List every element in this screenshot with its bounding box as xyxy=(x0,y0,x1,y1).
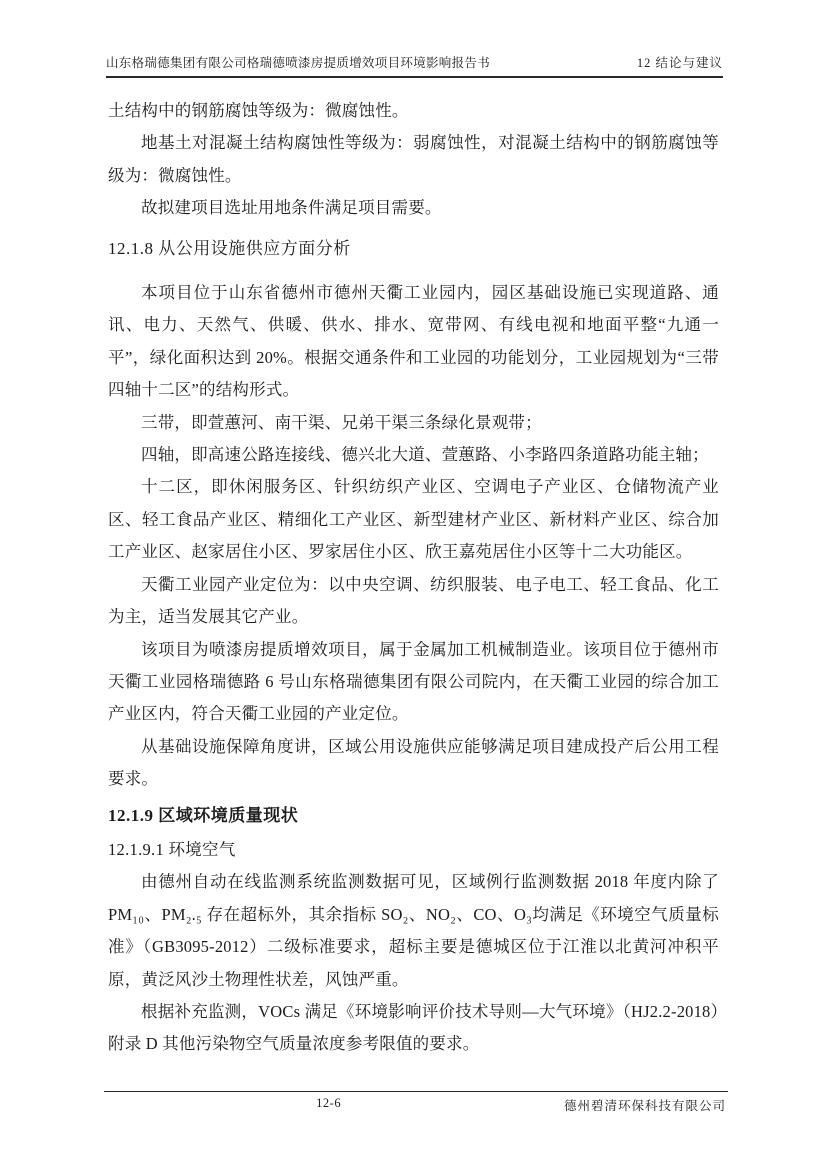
document-body xyxy=(108,95,719,1061)
paragraph: 从基础设施保障角度讲，区域公用设施供应能够满足项目建成投产后公用工程要求。 xyxy=(108,736,719,789)
paragraph: 由德州自动在线监测系统监测数据可见，区域例行监测数据 2018 年度内除了PM₁₀、PM₂.₅ 存在超标外，其余指标 SO₂、NO₂、CO、O₃均满足《环境空气质量标准》（GB3095-2012）二级标准要求，超标主要是德城区位于江淮以北黄河冲积平原，黄泛风沙土物理性状差，风蚀严重。 xyxy=(108,872,719,989)
section-heading-12-1-8: 12.1.8 从公用设施供应方面分析 xyxy=(108,238,351,258)
page-header xyxy=(106,54,723,78)
header-chapter-title: 12 结论与建议 xyxy=(636,56,723,70)
paragraph: 天衢工业园产业定位为：以中央空调、纺织服装、电子电工、轻工食品、化工为主，适当发展其它产业。 xyxy=(108,574,719,627)
paragraph: 土结构中的钢筋腐蚀等级为：微腐蚀性。 xyxy=(108,101,409,120)
paragraph: 根据补充监测，VOCs 满足《环境影响评价技术导则—大气环境》（HJ2.2-2018）附录 D 其他污染物空气质量浓度参考限值的要求。 xyxy=(108,1001,719,1054)
page-number: 12-6 xyxy=(316,1096,342,1110)
paragraph: 故拟建项目选址用地条件满足项目需要。 xyxy=(141,198,442,218)
paragraph: 地基土对混凝土结构腐蚀性等级为：弱腐蚀性，对混凝土结构中的钢筋腐蚀等级为：微腐蚀性。 xyxy=(108,133,719,185)
paragraph: 四轴，即高速公路连接线、德兴北大道、萱蕙路、小李路四条道路功能主轴； xyxy=(141,445,709,465)
footer-company-name: 德州碧清环保科技有限公司 xyxy=(563,1099,726,1113)
paragraph: 三带，即萱蕙河、南干渠、兄弟干渠三条绿化景观带； xyxy=(141,412,542,432)
subsection-heading-12-1-9-1: 12.1.9.1 环境空气 xyxy=(108,839,236,859)
paragraph: 十二区，即休闲服务区、针织纺织产业区、空调电子产业区、仓储物流产业区、轻工食品产业区、精细化工产业区、新型建材产业区、新材料产业区、综合加工产业区、赵家居住小区、罗家居住小区、欣王嘉苑居住小区等十二大功能区。 xyxy=(108,477,719,562)
section-heading-12-1-9: 12.1.9 区域环境质量现状 xyxy=(108,805,299,825)
page-footer xyxy=(104,1091,728,1116)
paragraph: 该项目为喷漆房提质增效项目，属于金属加工机械制造业。该项目位于德州市天衢工业园格瑞德路 6 号山东格瑞德集团有限公司院内，在天衢工业园的综合加工产业区内，符合天衢工业园的产业定位。 xyxy=(108,639,719,724)
paragraph: 本项目位于山东省德州市德州天衢工业园内，园区基础设施已实现道路、通讯、电力、天然气、供暖、供水、排水、宽带网、有线电视和地面平整“九通一平”，绿化面积达到 20%。根据交通条件和工业园的功能划分，工业园规划为“三带四轴十二区”的结构形式。 xyxy=(108,283,719,400)
header-report-title: 山东格瑞德集团有限公司格瑞德喷漆房提质增效项目环境影响报告书 xyxy=(106,56,491,70)
